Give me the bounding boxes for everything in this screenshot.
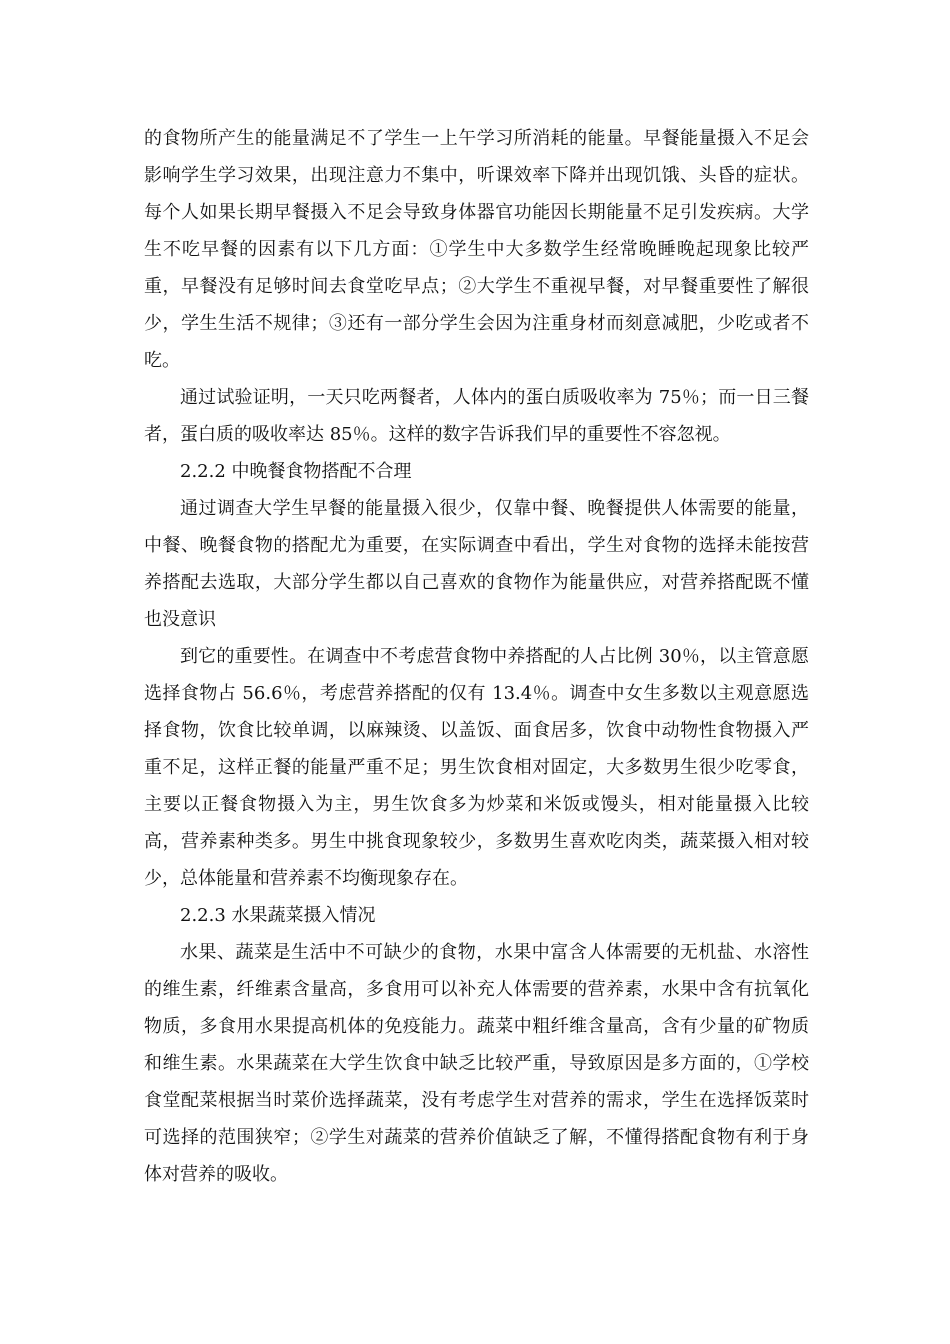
paragraph-protein-absorption: 通过试验证明，一天只吃两餐者，人体内的蛋白质吸收率为 75％；而一日三餐者，蛋白质的吸收率达 85％。这样的数字告诉我们早的重要性不容忽视。	[144, 387, 809, 445]
paragraph-breakfast-energy: 的食物所产生的能量满足不了学生一上午学习所消耗的能量。早餐能量摄入不足会影响学生学习效果，出现注意力不集中，听课效率下降并出现饥饿、头昏的症状。每个人如果长期早餐摄入不足会导致身体器官功能因长期能量不足引发疾病。大学生不吃早餐的因素有以下几方面：①学生中大多数学生经常晚睡晚起现象比较严重，早餐没有足够时间去食堂吃早点；②大学生不重视早餐，对早餐重要性了解很少，学生生活不规律；③还有一部分学生会因为注重身材而刻意减肥，少吃或者不吃。	[144, 128, 809, 371]
paragraph-diet-statistics: 到它的重要性。在调查中不考虑营食物中养搭配的人占比例 30％，以主管意愿选择食物占 56.6％，考虑营养搭配的仅有 13.4％。调查中女生多数以主观意愿选择食物，饮食比较单调，以麻辣烫、以盖饭、面食居多，饮食中动物性食物摄入严重不足，这样正餐的能量严重不足；男生饮食相对固定，大多数男生很少吃零食，主要以正餐食物摄入为主，男生饮食多为炒菜和米饭或馒头，相对能量摄入比较高，营养素种类多。男生中挑食现象较少，多数男生喜欢吃肉类，蔬菜摄入相对较少，总体能量和营养素不均衡现象存在。	[144, 646, 809, 889]
paragraph-lunch-dinner-survey: 通过调查大学生早餐的能量摄入很少，仅靠中餐、晚餐提供人体需要的能量，中餐、晚餐食物的搭配尤为重要，在实际调查中看出，学生对食物的选择未能按营养搭配去选取，大部分学生都以自己喜欢的食物作为能量供应，对营养搭配既不懂也没意识	[144, 498, 809, 630]
section-heading-2-2-3: 2.2.3 水果蔬菜摄入情况	[180, 905, 376, 926]
paragraph-fruit-vegetable: 水果、蔬菜是生活中不可缺少的食物，水果中富含人体需要的无机盐、水溶性的维生素，纤维素含量高，多食用可以补充人体需要的营养素，水果中含有抗氧化物质，多食用水果提高机体的免疫能力。蔬菜中粗纤维含量高，含有少量的矿物质和维生素。水果蔬菜在大学生饮食中缺乏比较严重，导致原因是多方面的，①学校食堂配菜根据当时菜价选择蔬菜，没有考虑学生对营养的需求，学生在选择饭菜时可选择的范围狭窄；②学生对蔬菜的营养价值缺乏了解，不懂得搭配食物有利于身体对营养的吸收。	[144, 942, 809, 1185]
document-body	[144, 120, 809, 1193]
section-heading-2-2-2: 2.2.2 中晚餐食物搭配不合理	[180, 461, 412, 482]
